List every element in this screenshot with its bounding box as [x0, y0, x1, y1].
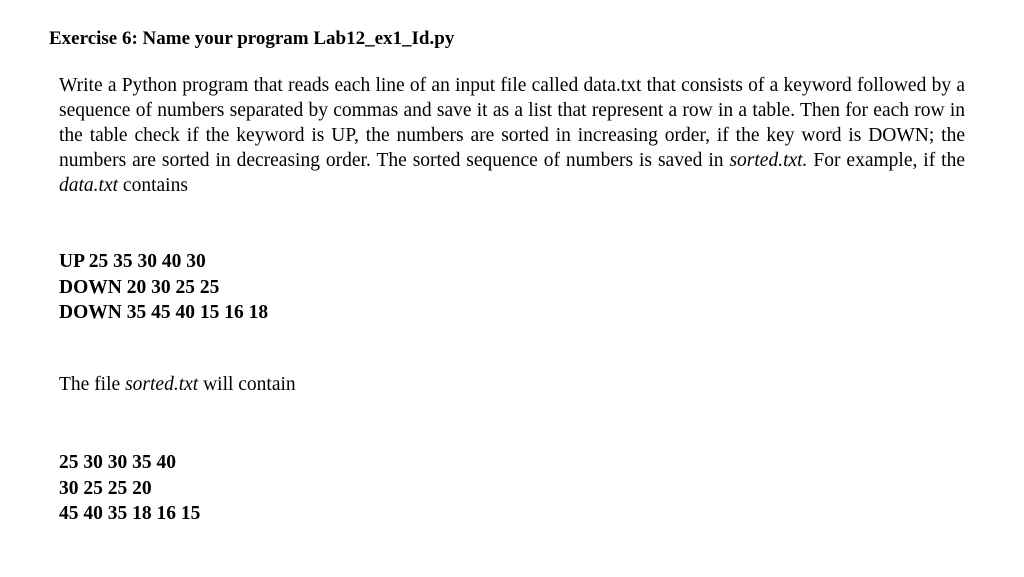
output-row: 30 25 25 20	[59, 477, 152, 499]
description-text-1: Write a Python program that reads each line of an input file called data.txt that consists of a keyword followed by a sequence of numbers separated by commas and save it as a list that represent a row in a table. Then for each row in the table check if the keyword is UP, the numbers are sorted in increasing order, if the key word is DOWN; the numbers are sorted in decreasing order. The sorted sequence of numbers is saved in	[59, 75, 965, 171]
input-example-block	[59, 249, 268, 326]
input-row: UP 25 35 30 40 30	[59, 251, 206, 272]
output-example-block	[59, 450, 200, 527]
description-text-3: contains	[118, 175, 188, 196]
output-row: 45 40 35 18 16 15	[59, 503, 201, 524]
input-row: DOWN 20 30 25 25	[59, 276, 220, 298]
result-file-name: sorted.txt	[125, 374, 199, 395]
result-intro-line	[59, 374, 296, 396]
output-row: 25 30 30 35 40	[59, 452, 176, 473]
description-text-2: For example, if the	[807, 150, 965, 171]
exercise-description	[59, 73, 965, 198]
sorted-file-name: sorted.txt.	[729, 150, 808, 171]
input-row: DOWN 35 45 40 15 16 18	[59, 302, 269, 323]
exercise-title: Exercise 6: Name your program Lab12_ex1_Id.py	[49, 28, 455, 49]
result-text-1: The file	[59, 374, 126, 395]
data-file-name: data.txt	[59, 175, 119, 196]
result-text-2: will contain	[198, 374, 296, 395]
